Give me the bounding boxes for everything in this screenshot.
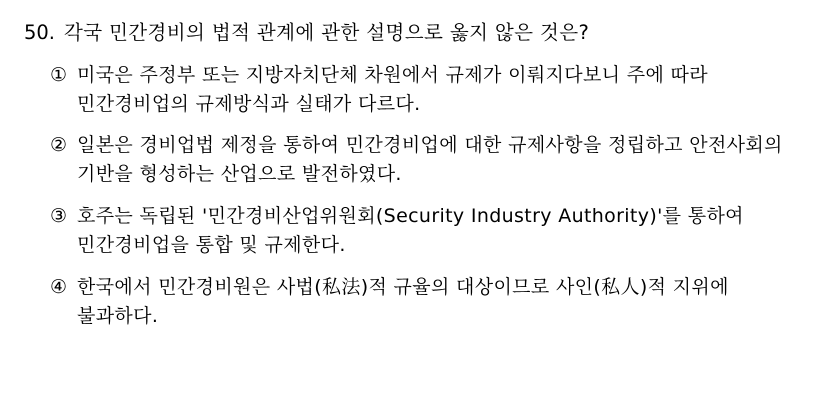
question-text: 각국 민간경비의 법적 관계에 관한 설명으로 옳지 않은 것은? xyxy=(64,21,590,44)
choice-text-1: 미국은 주정부 또는 지방자치단체 차원에서 규제가 이뤄지다보니 주에 따라 민간경비업의 규제방식과 실태가 다르다. xyxy=(77,63,708,115)
choice-option-1[interactable] xyxy=(22,61,804,119)
choice-option-2[interactable] xyxy=(22,131,804,189)
choice-text-2: 일본은 경비업법 제정을 통하여 민간경비업에 대한 규제사항을 정립하고 안전사회의 기반을 형성하는 산업으로 발전하였다. xyxy=(77,134,783,186)
question-block xyxy=(22,18,804,48)
choice-list xyxy=(22,61,804,331)
choice-marker-4: ④ xyxy=(50,275,68,298)
choice-option-4[interactable] xyxy=(22,273,804,331)
question-number: 50. xyxy=(23,21,55,44)
choice-text-3: 호주는 독립된 '민간경비산업위원회(Security Industry Authority)'를 통하여 민간경비업을 통합 및 규제한다. xyxy=(77,205,744,256)
choice-marker-1: ① xyxy=(50,63,68,86)
choice-marker-2: ② xyxy=(50,134,68,157)
choice-text-4: 한국에서 민간경비원은 사법(私法)적 규율의 대상이므로 사인(私人)적 지위에 불과하다. xyxy=(77,275,729,327)
choice-marker-3: ③ xyxy=(50,205,68,228)
choice-option-3[interactable] xyxy=(22,202,804,260)
